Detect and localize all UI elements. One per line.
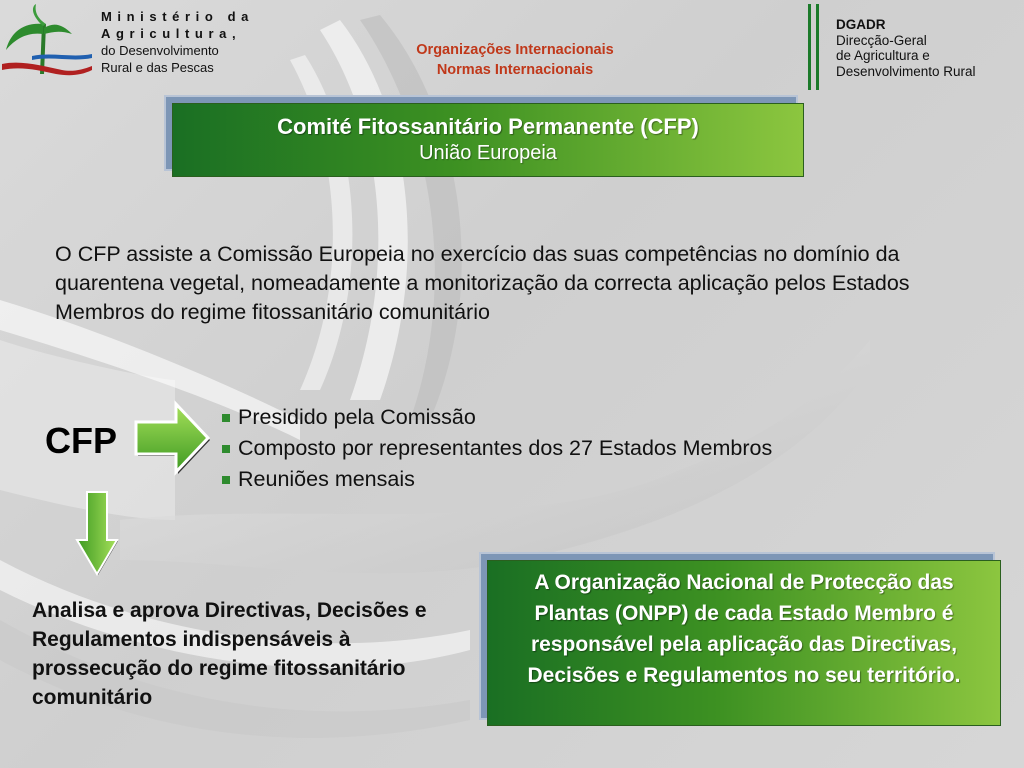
list-item [222,464,772,495]
ministry-line1: Ministério da [101,9,254,24]
onpp-box [487,560,1001,726]
bullet-text: Reuniões mensais [238,467,415,491]
green-square-bullet-icon [222,414,230,422]
header-center-line2: Normas Internacionais [436,62,594,78]
header-center-line1: Organizações Internacionais [416,42,614,58]
dgadr-title: DGADR [836,17,886,32]
ministry-name [101,8,254,76]
green-square-bullet-icon [222,445,230,453]
analisa-text: Analisa e aprova Directivas, Decisões e Regulamentos indispensáveis à prossecução do regime fitossanitário comunitário [32,599,427,709]
bullet-text: Composto por representantes dos 27 Estados Membros [238,436,773,460]
header-center-title [340,40,690,80]
title-box-subtitle: União Europeia [419,142,557,164]
dgadr-line1: Direcção-Geral [836,32,927,48]
title-box [172,103,804,177]
title-box-title: Comité Fitossanitário Permanente (CFP) [277,114,699,139]
ministry-tree-logo [2,4,92,90]
dgadr-line3: Desenvolvimento Rural [836,63,976,79]
list-item [222,433,772,464]
ministry-line3: do Desenvolvimento [101,43,219,58]
ministry-line2: Agricultura, [101,26,242,41]
cfp-bullet-list [222,402,772,495]
dgadr-line2: de Agricultura e [836,48,930,63]
green-square-bullet-icon [222,476,230,484]
header-divider-right [816,4,819,90]
bullet-text: Presidido pela Comissão [238,405,476,429]
dgadr-block [836,17,976,79]
green-arrow-down-icon [75,490,119,576]
list-item [222,402,772,433]
cfp-label: CFP [45,420,117,461]
onpp-text: A Organização Nacional de Protecção das Plantas (ONPP) de cada Estado Membro é responsável pela aplicação das Directivas, Decisões e Regulamentos no seu território. [527,571,961,687]
ministry-line4: Rural e das Pescas [101,60,214,75]
header-divider-left [808,4,811,90]
green-arrow-right-icon [130,398,210,478]
intro-paragraph: O CFP assiste a Comissão Europeia no exercício das suas competências no domínio da quarentena vegetal, nomeadamente a monitorização da correcta aplicação pelos Estados Membros do regime fitossanitário comunitário [55,242,910,324]
